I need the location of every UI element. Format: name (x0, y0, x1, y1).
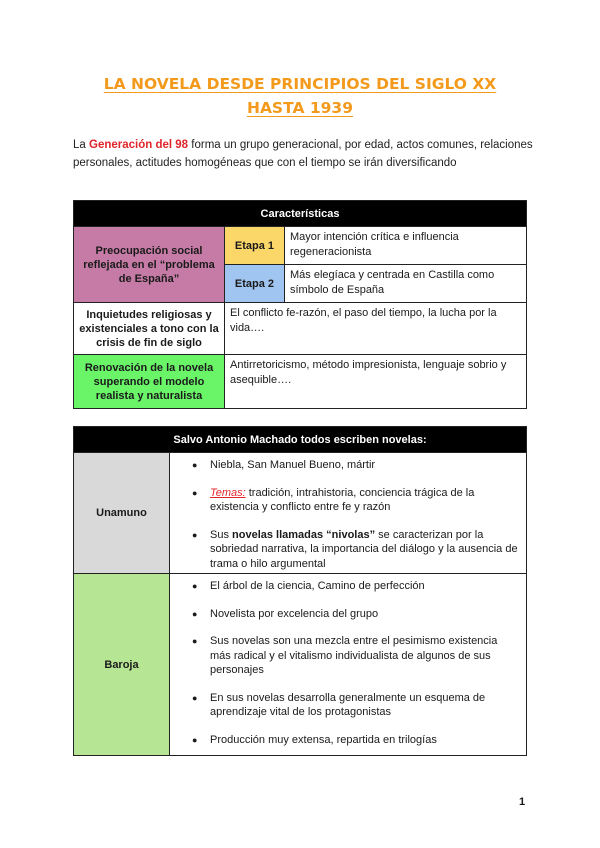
title-line-1: LA NOVELA DESDE PRINCIPIOS DEL SIGLO XX (103, 75, 497, 93)
title-line-2: HASTA 1939 (246, 99, 354, 117)
bullet-icon: ● (192, 581, 198, 591)
baroja-item-5: Producción muy extensa, repartida en trilogías (210, 733, 437, 746)
page-title (60, 72, 540, 120)
unamuno-item-1: Niebla, San Manuel Bueno, mártir (210, 459, 376, 471)
intro-post: forma un grupo generacional, por edad, actos comunes, relaciones personales, actitudes homogéneas que con el tiempo se irán diversificando (73, 139, 533, 169)
renewal-label: Renovación de la novela superando el modelo realista y naturalista (74, 355, 225, 409)
list-item (170, 486, 526, 515)
list-item (170, 733, 526, 748)
temas-label: Temas: (210, 486, 246, 499)
page-number: 1 (519, 796, 526, 808)
unamuno-item-3-post: se caracterizan por la sobriedad narrativa, la importancia del diálogo y la ausencia de trama o hilo argumental (210, 528, 518, 570)
characteristics-table (73, 200, 527, 409)
unamuno-name: Unamuno (74, 453, 170, 574)
baroja-item-2: Novelista por excelencia del grupo (210, 607, 379, 620)
renewal-text: Antirretoricismo, método impresionista, lenguaje sobrio y asequible…. (225, 355, 527, 409)
stage-1-label: Etapa 1 (225, 227, 285, 265)
unamuno-item-3-bold: novelas llamadas “nivolas” (232, 528, 376, 541)
list-item (170, 607, 526, 622)
unamuno-item-3-pre: Sus (210, 528, 233, 541)
list-item (170, 691, 526, 720)
religious-label: Inquietudes religiosas y existenciales a tono con la crisis de fin de siglo (74, 303, 225, 355)
stage-2-text: Más elegíaca y centrada en Castilla como símbolo de España (285, 265, 527, 303)
baroja-list (170, 574, 527, 756)
authors-header: Salvo Antonio Machado todos escriben novelas: (74, 427, 527, 453)
stage-2-label: Etapa 2 (225, 265, 285, 303)
bullet-icon: ● (192, 636, 198, 646)
characteristics-header: Características (74, 201, 527, 227)
baroja-item-1: El árbol de la ciencia, Camino de perfección (210, 580, 425, 592)
unamuno-item-2: tradición, intrahistoria, conciencia trágica de la existencia y conflicto entre fe y razón (210, 486, 475, 513)
baroja-item-3: Sus novelas son una mezcla entre el pesimismo existencia más radical y el vitalismo individualista de algunos de sus personajes (210, 635, 498, 676)
social-label: Preocupación social reflejada en el “problema de España” (74, 227, 225, 303)
intro-highlight: Generación del 98 (89, 139, 189, 151)
intro-pre: La (73, 139, 89, 151)
unamuno-list (170, 453, 527, 574)
authors-table (73, 426, 527, 756)
bullet-icon: ● (192, 608, 198, 619)
list-item (170, 528, 526, 572)
bullet-icon: ● (192, 692, 198, 703)
intro-paragraph (73, 136, 533, 172)
bullet-icon: ● (192, 487, 198, 498)
list-item (170, 579, 526, 594)
religious-text: El conflicto fe-razón, el paso del tiempo, la lucha por la vida…. (225, 303, 527, 355)
list-item (170, 634, 526, 678)
baroja-item-4: En sus novelas desarrolla generalmente un esquema de aprendizaje vital de los protagonistas (210, 691, 486, 718)
bullet-icon: ● (192, 460, 198, 470)
bullet-icon: ● (192, 529, 198, 540)
stage-1-text: Mayor intención crítica e influencia regeneracionista (285, 227, 527, 265)
bullet-icon: ● (192, 734, 198, 745)
list-item (170, 458, 526, 473)
baroja-name: Baroja (74, 574, 170, 756)
